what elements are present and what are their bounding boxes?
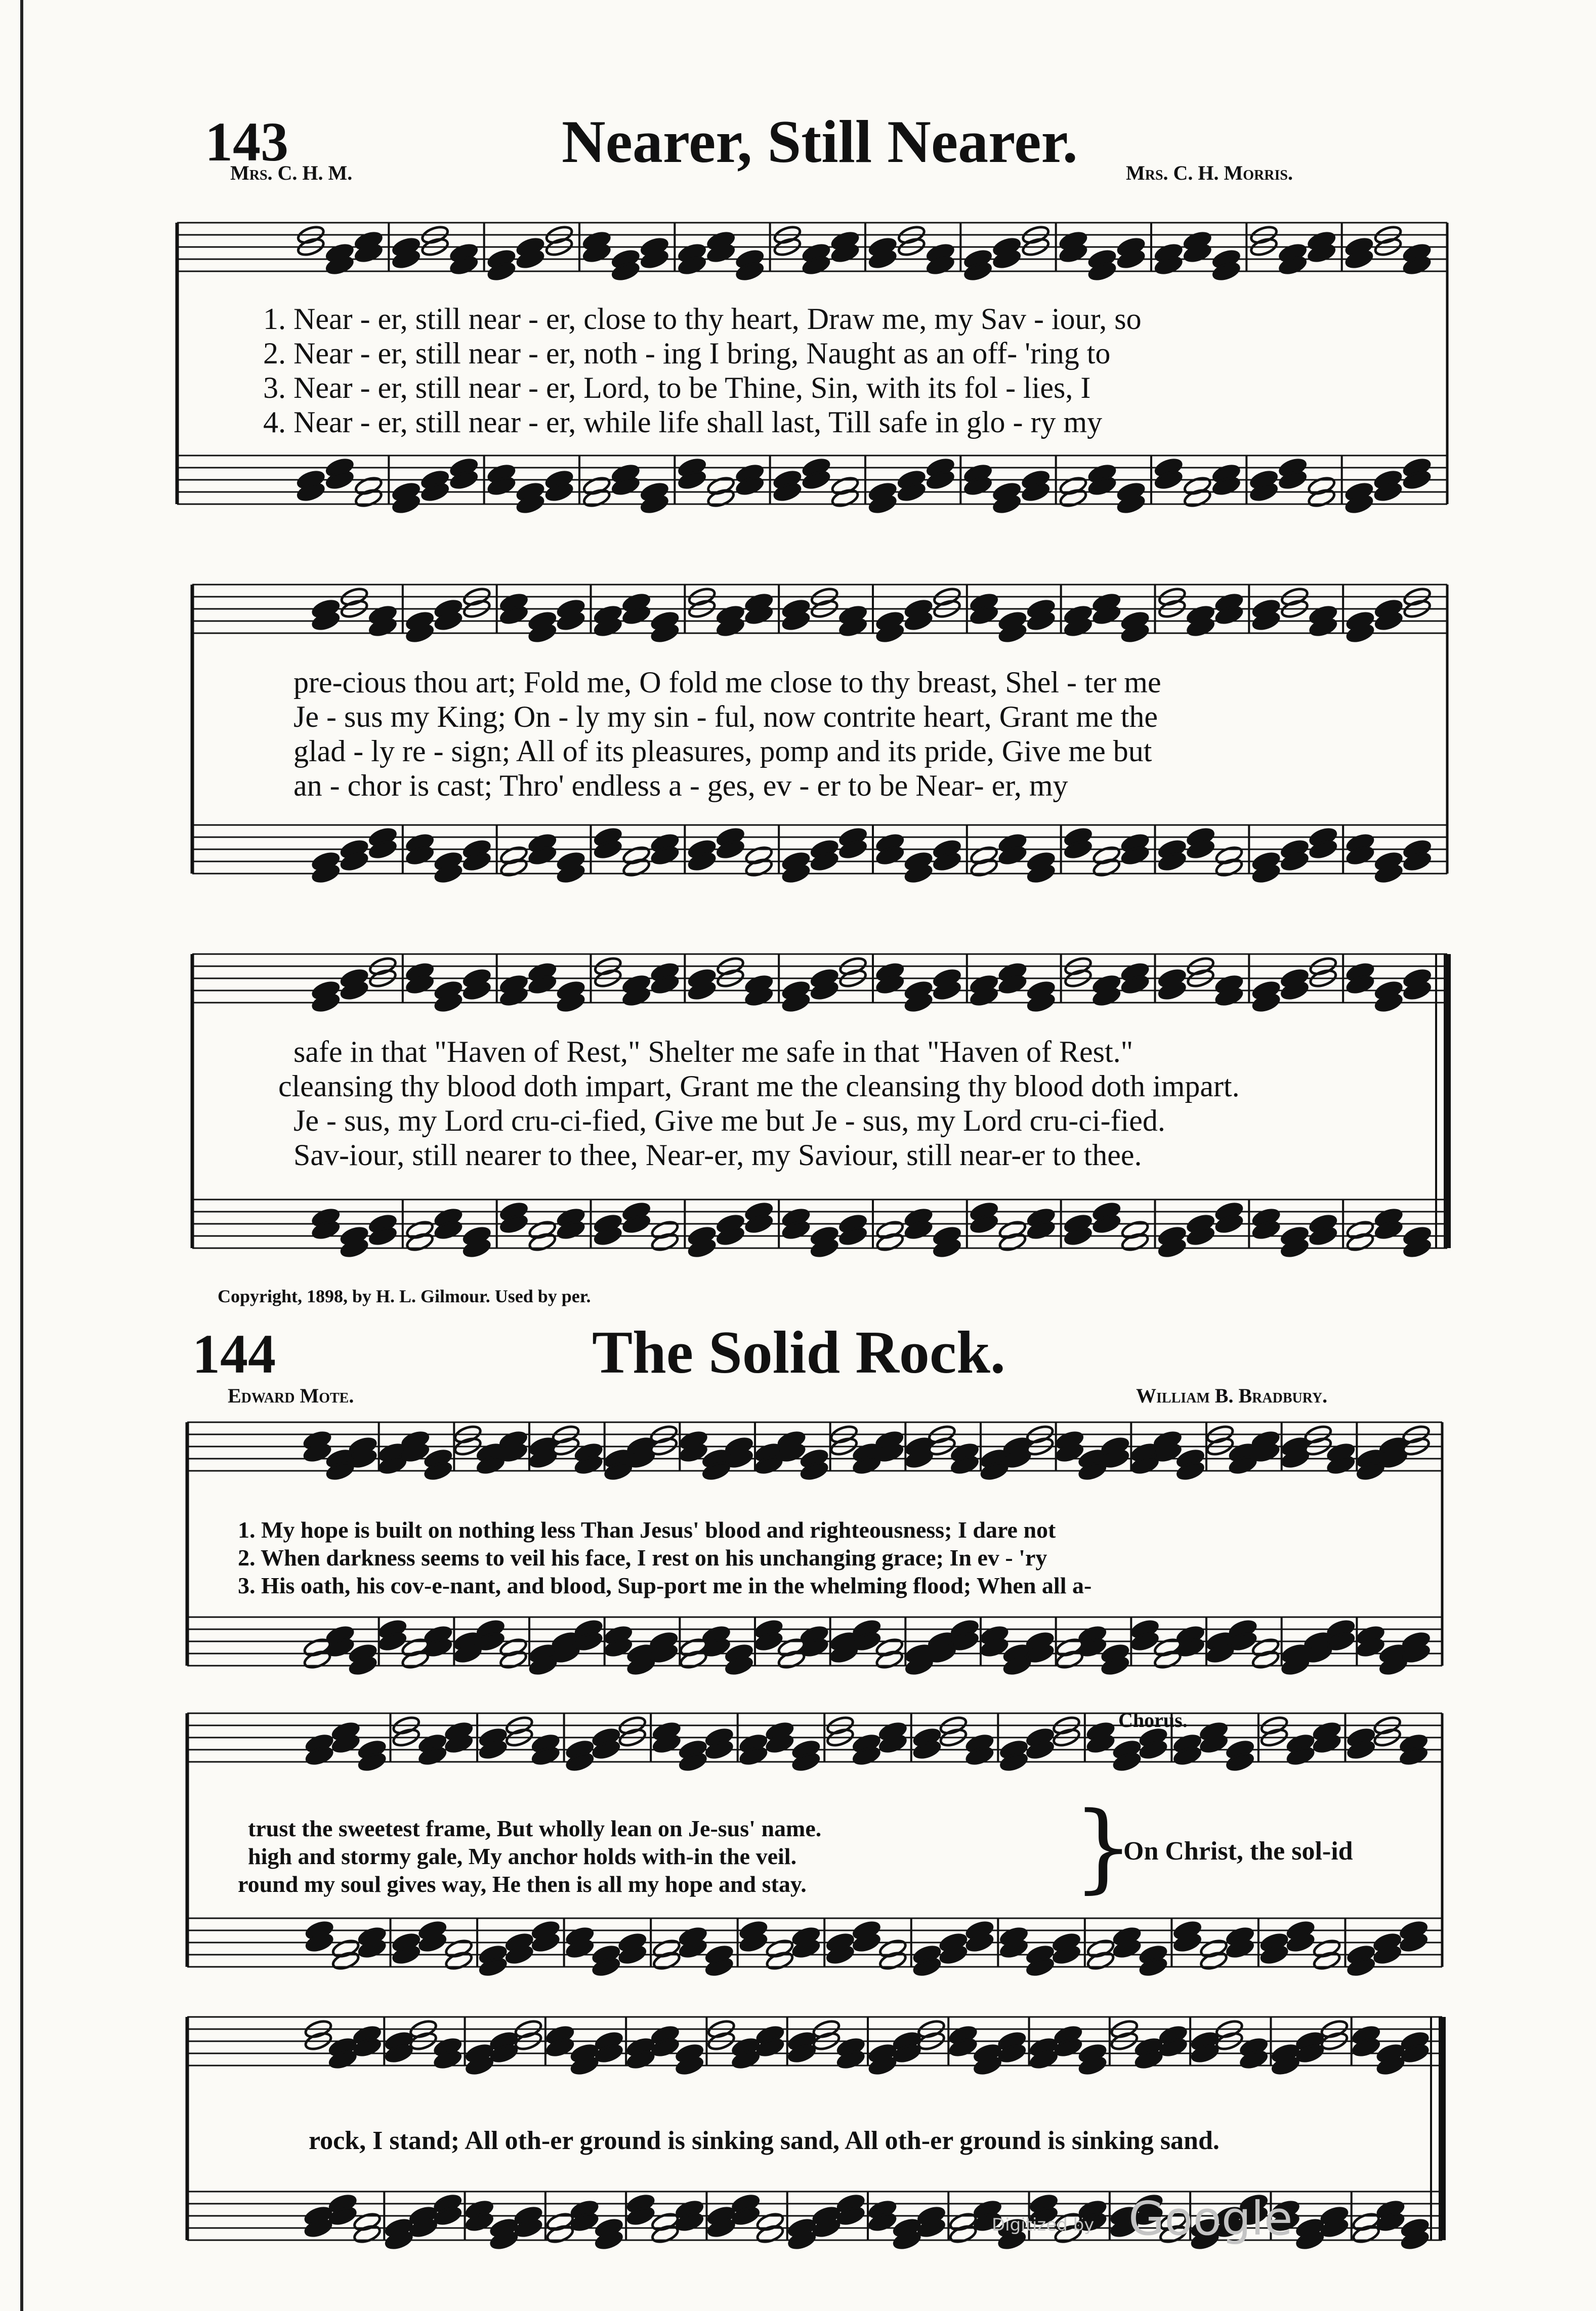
note-head — [1251, 1649, 1280, 1670]
verse-line: safe in that "Haven of Rest," Shelter me safe in that "Haven of Rest." — [293, 1035, 1133, 1068]
chorus-label: Chorus. — [1118, 1709, 1188, 1731]
note-head — [1199, 1938, 1229, 1959]
note-head — [755, 2223, 785, 2245]
note-head — [878, 1938, 908, 1959]
note-head — [499, 845, 529, 866]
note-head — [331, 1938, 360, 1959]
note-head — [875, 1219, 905, 1241]
note-head — [1183, 475, 1212, 497]
note-head — [970, 857, 999, 878]
watermark-brand: Google — [1128, 2192, 1293, 2246]
note-head — [444, 1938, 474, 1959]
note-head — [1312, 1938, 1341, 1959]
note-head — [1086, 1938, 1115, 1959]
verse-line: 4. Near - er, still near - er, while life shall last, Till safe in glo - ry my — [263, 405, 1103, 439]
verse-line: 2. Near - er, still near - er, noth - ing I bring, Naught as an off- 'ring to — [263, 337, 1111, 370]
note-head — [998, 1219, 1027, 1241]
note-head — [622, 857, 651, 878]
note-head — [582, 475, 611, 497]
note-head — [582, 487, 611, 509]
note-head — [1086, 1950, 1115, 1971]
note-head — [354, 487, 384, 509]
note-head — [875, 1231, 905, 1253]
note-head — [545, 2211, 575, 2233]
note-head — [650, 1219, 680, 1241]
note-head — [878, 1950, 908, 1971]
verse-line: 1. Near - er, still near - er, close to thy heart, Draw me, my Sav - iour, so — [263, 302, 1142, 336]
note-head — [528, 1231, 557, 1253]
verse-line: round my soul gives way, He then is all my hope and stay. — [238, 1871, 807, 1897]
note-head — [354, 475, 384, 497]
verse-line: Sav-iour, still nearer to thee, Near-er, my Saviour, still near-er to thee. — [293, 1138, 1142, 1172]
hymn-title: Nearer, Still Nearer. — [562, 108, 1078, 175]
verse-line: pre-cious thou art; Fold me, O fold me close to thy breast, Shel - ter me — [293, 666, 1161, 699]
verse-brace: } — [1073, 1791, 1134, 1903]
note-head — [405, 1231, 435, 1253]
note-head — [1092, 857, 1121, 878]
note-head — [1214, 845, 1244, 866]
note-head — [331, 1950, 360, 1971]
note-head — [765, 1950, 794, 1971]
note-head — [1307, 487, 1336, 509]
note-head — [830, 487, 860, 509]
note-head — [1307, 475, 1336, 497]
note-head — [545, 2223, 575, 2245]
note-head — [444, 1950, 474, 1971]
note-head — [744, 845, 774, 866]
copyright-notice: Copyright, 1898, by H. L. Gilmour. Used by per. — [218, 1286, 591, 1306]
note-head — [1120, 1219, 1150, 1241]
note-head — [1120, 1231, 1150, 1253]
note-head — [1059, 487, 1088, 509]
hymn-number: 143 — [205, 111, 288, 173]
note-head — [706, 487, 736, 509]
verse-line: high and stormy gale, My anchor holds with-in the veil. — [248, 1843, 797, 1869]
note-head — [405, 1219, 435, 1241]
note-head — [1346, 1231, 1375, 1253]
note-head — [875, 1649, 904, 1670]
note-head — [1059, 475, 1088, 497]
refrain-start: On Christ, the sol-id — [1123, 1837, 1353, 1866]
note-head — [1312, 1950, 1341, 1971]
note-head — [650, 2211, 680, 2233]
note-head — [998, 1231, 1027, 1253]
note-head — [765, 1938, 794, 1959]
note-head — [744, 857, 774, 878]
note-head — [622, 845, 651, 866]
note-head — [652, 1938, 681, 1959]
verse-line: an - chor is cast; Thro' endless a - ges, ev - er to be Near- er, my — [293, 769, 1068, 802]
note-head — [499, 857, 529, 878]
note-head — [650, 2223, 680, 2245]
verse-line: 3. His oath, his cov-e-nant, and blood, Sup-port me in the whelming flood; When all a- — [238, 1573, 1092, 1598]
note-head — [1183, 487, 1212, 509]
verse-line: cleansing thy blood doth impart, Grant me the cleansing thy blood doth impart. — [278, 1069, 1240, 1103]
verse-line: Je - sus my King; On - ly my sin - ful, now contrite heart, Grant me the — [293, 700, 1158, 733]
verse-line: 3. Near - er, still near - er, Lord, to be Thine, Sin, with its fol - lies, I — [263, 371, 1091, 404]
note-head — [499, 1649, 528, 1670]
note-head — [353, 2211, 382, 2233]
note-head — [1352, 2211, 1381, 2233]
hymn-number: 144 — [192, 1323, 276, 1385]
verse-line: glad - ly re - sign; All of its pleasures, pomp and its pride, Give me but — [293, 734, 1152, 768]
note-head — [650, 1231, 680, 1253]
note-head — [1199, 1950, 1229, 1971]
note-head — [1352, 2223, 1381, 2245]
words-credit: Edward Mote. — [228, 1384, 354, 1407]
note-head — [1346, 1219, 1375, 1241]
note-head — [652, 1950, 681, 1971]
note-head — [830, 475, 860, 497]
note-head — [706, 475, 736, 497]
verse-line: Je - sus, my Lord cru-ci-fied, Give me but Je - sus, my Lord cru-ci-fied. — [293, 1104, 1165, 1137]
note-head — [1092, 845, 1121, 866]
watermark-prefix: Digitized by — [992, 2215, 1095, 2235]
music-credit: William B. Bradbury. — [1136, 1384, 1328, 1407]
verse-line: 1. My hope is built on nothing less Than Jesus' blood and righteousness; I dare not — [238, 1517, 1056, 1543]
music-credit: Mrs. C. H. Morris. — [1126, 161, 1293, 184]
note-head — [528, 1219, 557, 1241]
note-head — [970, 845, 999, 866]
hymn-title: The Solid Rock. — [592, 1318, 1005, 1386]
note-head — [948, 2211, 978, 2233]
note-head — [353, 2223, 382, 2245]
verse-line: 2. When darkness seems to veil his face, I rest on his unchanging grace; In ev - 'ry — [238, 1545, 1047, 1571]
refrain-end: rock, I stand; All oth-er ground is sinking sand, All oth-er ground is sinking sand. — [309, 2126, 1220, 2155]
note-head — [1214, 857, 1244, 878]
note-head — [755, 2211, 785, 2233]
verse-line: trust the sweetest frame, But wholly lean on Je-sus' name. — [248, 1815, 822, 1841]
note-head — [948, 2223, 978, 2245]
words-credit: Mrs. C. H. M. — [230, 161, 353, 184]
